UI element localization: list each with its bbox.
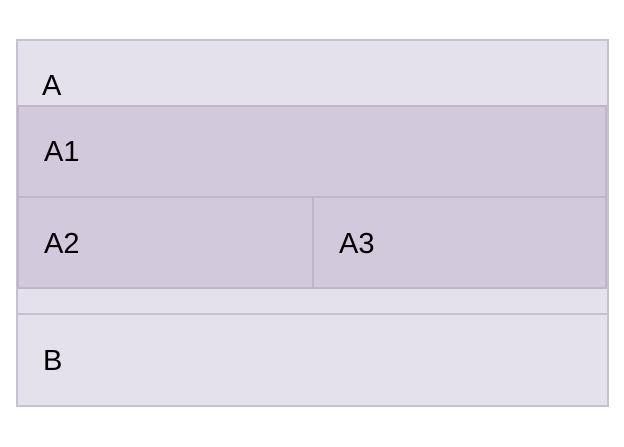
container-b-label: B	[43, 345, 63, 377]
box-a2-label: A2	[44, 228, 80, 260]
box-a3-label: A3	[339, 228, 375, 260]
box-a1	[17, 105, 607, 198]
container-b	[16, 313, 609, 407]
container-a-label: A	[42, 70, 62, 102]
box-a1-label: A1	[44, 136, 80, 168]
